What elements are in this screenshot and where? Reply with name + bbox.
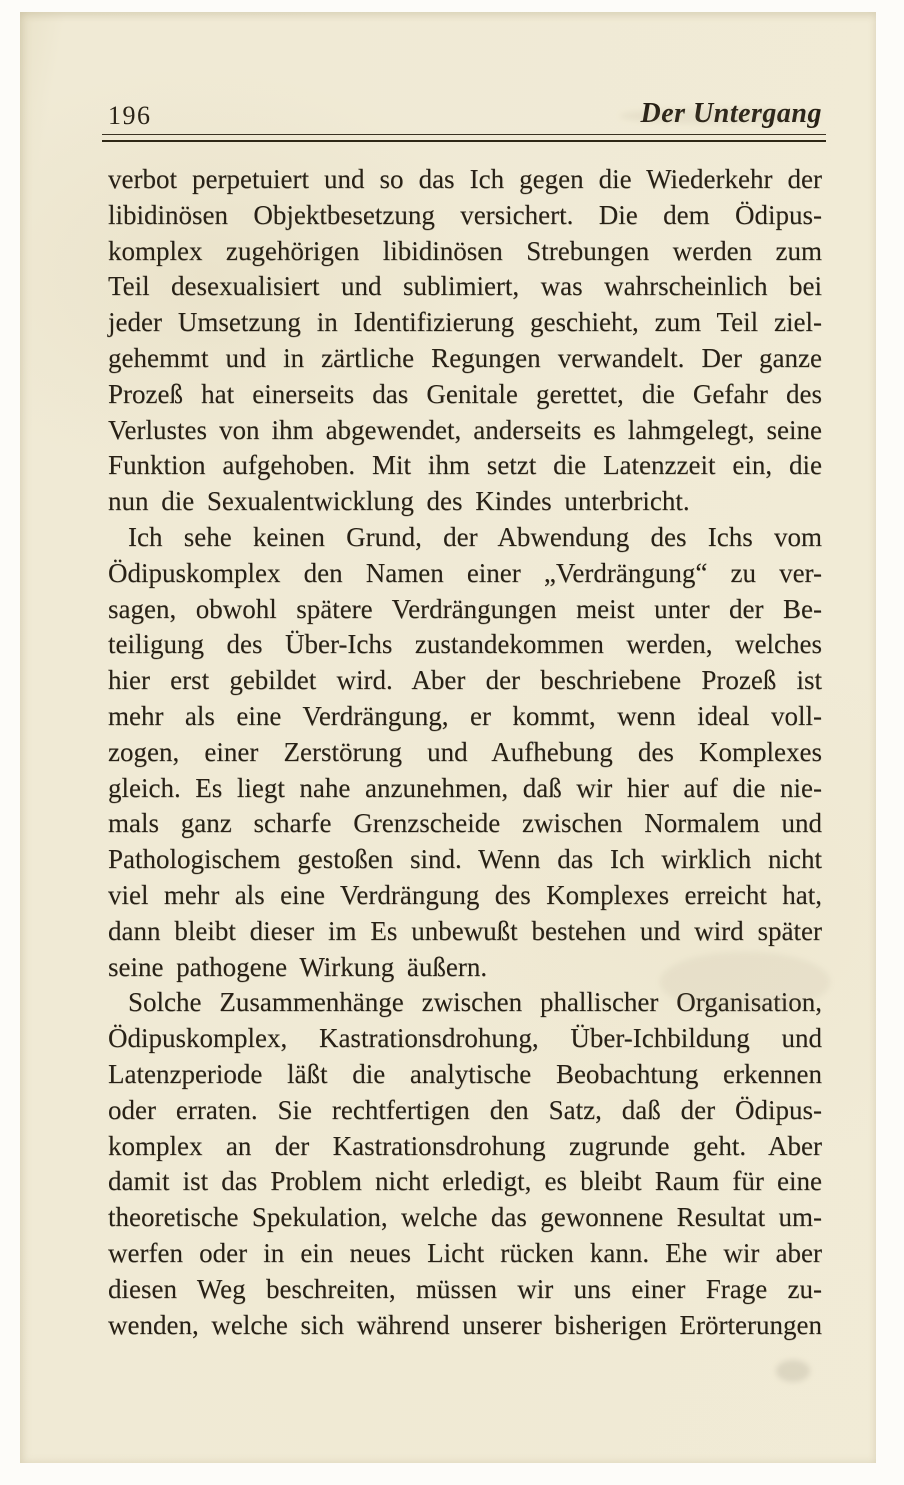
text-line: Ich sehe keinen Grund, der Abwendung des Ichs vom bbox=[128, 521, 822, 552]
text-line: mals ganz scharfe Grenzscheide zwischen Normalem und bbox=[108, 808, 822, 839]
page-header bbox=[108, 98, 822, 132]
text-line: gehemmt und in zärtliche Regungen verwandelt. Der ganze bbox=[108, 342, 822, 373]
text-line: komplex zugehörigen libidinösen Strebungen werden zum bbox=[108, 235, 822, 266]
text-line: oder erraten. Sie rechtfertigen den Satz, daß der Ödipus- bbox=[108, 1094, 822, 1125]
running-title: Der Untergang bbox=[640, 98, 822, 129]
text-line: Pathologischem gestoßen sind. Wenn das Ich wirklich nicht bbox=[108, 844, 822, 875]
text-line: Solche Zusammenhänge zwischen phallischer Organisation, bbox=[128, 987, 822, 1018]
text-line: Ödipuskomplex, Kastrationsdrohung, Über-Ichbildung und bbox=[108, 1023, 822, 1054]
text-line: komplex an der Kastrationsdrohung zugrunde geht. Aber bbox=[108, 1130, 822, 1161]
text-line: diesen Weg beschreiten, müssen wir uns einer Frage zu- bbox=[108, 1273, 822, 1304]
header-rule bbox=[102, 134, 826, 142]
text-line: viel mehr als eine Verdrängung des Komplexes erreicht hat, bbox=[108, 879, 822, 910]
text-line: werfen oder in ein neues Licht rücken kann. Ehe wir aber bbox=[108, 1237, 822, 1268]
ink-smudge-artifact bbox=[776, 1360, 810, 1382]
text-line: Funktion aufgehoben. Mit ihm setzt die Latenzzeit ein, die bbox=[108, 450, 822, 481]
text-block bbox=[108, 162, 822, 1343]
text-line: damit ist das Problem nicht erledigt, es bleibt Raum für eine bbox=[108, 1166, 822, 1197]
text-line: theoretische Spekulation, welche das gewonnene Resultat um- bbox=[108, 1202, 822, 1233]
text-line: libidinösen Objektbesetzung versichert. Die dem Ödipus- bbox=[108, 199, 822, 230]
text-line: mehr als eine Verdrängung, er kommt, wenn ideal voll- bbox=[108, 700, 822, 731]
text-line: seine pathogene Wirkung äußern. bbox=[108, 951, 488, 982]
text-line: gleich. Es liegt nahe anzunehmen, daß wir hier auf die nie- bbox=[108, 772, 822, 803]
text-line: hier erst gebildet wird. Aber der beschriebene Prozeß ist bbox=[108, 665, 822, 696]
text-line: verbot perpetuiert und so das Ich gegen die Wiederkehr der bbox=[108, 164, 822, 194]
page-number: 196 bbox=[108, 101, 152, 130]
text-line: dann bleibt dieser im Es unbewußt bestehen und wird später bbox=[108, 915, 822, 946]
text-line: Ödipuskomplex den Namen einer „Verdrängung“ zu ver- bbox=[108, 557, 822, 588]
text-line: jeder Umsetzung in Identifizierung geschieht, zum Teil ziel- bbox=[108, 307, 822, 338]
text-line: nun die Sexualentwicklung des Kindes unterbricht. bbox=[108, 486, 690, 517]
text-line: wenden, welche sich während unserer bisherigen Erörterungen bbox=[108, 1309, 822, 1340]
text-line: Prozeß hat einerseits das Genitale gerettet, die Gefahr des bbox=[108, 378, 822, 409]
text-line: zogen, einer Zerstörung und Aufhebung des Komplexes bbox=[108, 736, 822, 767]
text-line: Latenzperiode läßt die analytische Beobachtung erkennen bbox=[108, 1058, 822, 1089]
text-line: Teil desexualisiert und sublimiert, was wahrscheinlich bei bbox=[108, 271, 822, 302]
text-line: teiligung des Über-Ichs zustandekommen werden, welches bbox=[108, 629, 822, 660]
text-line: Verlustes von ihm abgewendet, anderseits es lahmgelegt, seine bbox=[108, 414, 822, 445]
text-line: sagen, obwohl spätere Verdrängungen meist unter der Be- bbox=[108, 593, 822, 624]
book-page bbox=[20, 12, 876, 1463]
